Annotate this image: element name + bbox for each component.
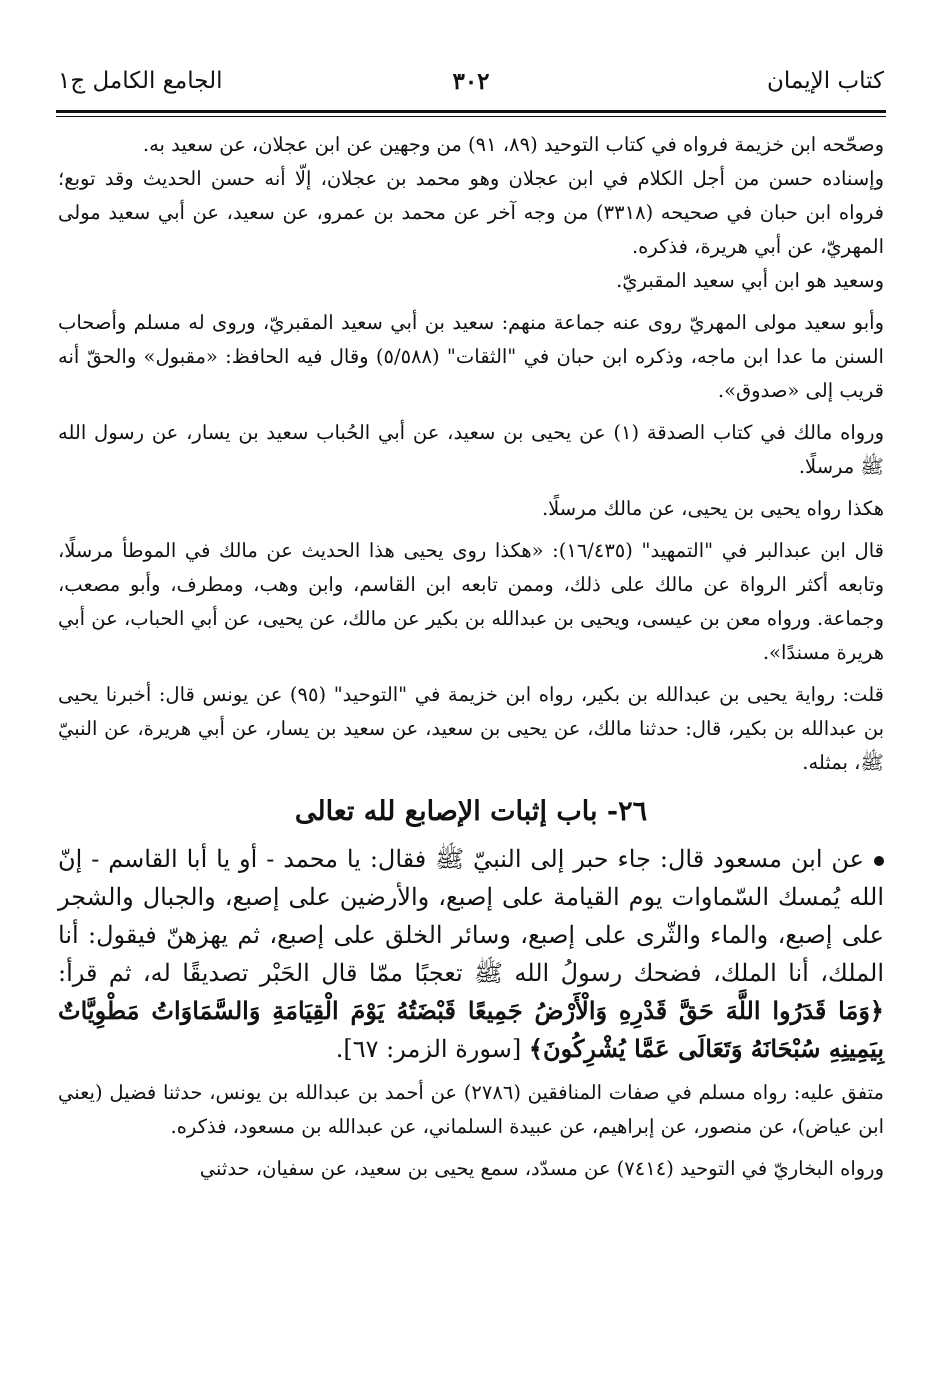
page-number: ٣٠٢ xyxy=(452,68,490,95)
hadith-text xyxy=(58,840,884,1068)
page-body xyxy=(58,128,884,1186)
commentary-paragraph: قلت: رواية يحيى بن عبدالله بن بكير، رواه ابن خزيمة في "التوحيد" (٩٥) عن يونس قال: أخبرنا يحيى بن عبدالله بن بكير، قال: حدثنا مالك، عن يحيى بن سعيد، عن سعيد بن يسار، عن أبي هريرة، عن النبيّ ﷺ، بمثله. xyxy=(58,683,884,774)
commentary-paragraph: قال ابن عبدالبر في "التمهيد" (١٦/٤٣٥): «هكذا روى يحيى هذا الحديث عن مالك في الموطأ مرسلًا، وتابعه أكثر الرواة عن مالك على ذلك، وممن تابعه ابن القاسم، وابن وهب، ومطرف، وأبو مصعب، وجماعة. ورواه معن بن عيسى، ويحيى بن عبدالله بن بكير عن مالك، عن يحيى، عن أبي الحباب، عن أبي هريرة مسندًا». xyxy=(58,539,884,664)
running-head-book-title: كتاب الإيمان xyxy=(767,68,884,94)
bullet-icon xyxy=(874,856,884,866)
hadith-narration: عن ابن مسعود قال: جاء حبر إلى النبيّ ﷺ فقال: يا محمد - أو يا أبا القاسم - إنّ الله يُمسك السّماوات يوم القيامة على إصبع، والأرضين على إصبع، والجبال والشجر على إصبع، والماء والثّرى على إصبع، وسائر الخلق على إصبع، ثم يهزهنّ فيقول: أنا الملك، أنا الملك، فضحك رسولُ الله ﷺ تعجبًا ممّا قال الحَبْر تصديقًا له، ثم قرأ: xyxy=(58,845,884,987)
quran-reference: [سورة الزمر: ٦٧]. xyxy=(335,1035,522,1063)
commentary-paragraph: ورواه مالك في كتاب الصدقة (١) عن يحيى بن سعيد، عن أبي الحُباب سعيد بن يسار، عن رسول الله ﷺ مرسلًا. xyxy=(58,421,884,478)
commentary-paragraph: وصحّحه ابن خزيمة فرواه في كتاب التوحيد (٨٩، ٩١) من وجهين عن ابن عجلان، عن سعيد به. xyxy=(142,133,884,156)
takhrij-paragraph: متفق عليه: رواه مسلم في صفات المنافقين (٢٧٨٦) عن أحمد بن عبدالله بن يونس، حدثنا فضيل (يعني ابن عياض)، عن منصور، عن إبراهيم، عن عبيدة السلماني، عن عبدالله بن مسعود، فذكره. xyxy=(58,1081,884,1138)
commentary-paragraph: وأبو سعيد مولى المهريّ روى عنه جماعة منهم: سعيد بن أبي سعيد المقبريّ، وروى له مسلم وأصحاب السنن ما عدا ابن ماجه، وذكره ابن حبان في "الثقات" (٥/٥٨٨) وقال فيه الحافظ: «مقبول» والحقّ أنه قريب إلى «صدوق». xyxy=(58,311,884,402)
commentary-paragraph: وإسناده حسن من أجل الكلام في ابن عجلان وهو محمد بن عجلان، إلّا أنه حسن الحديث وقد توبع؛ فرواه ابن حبان في صحيحه (٣٣١٨) من وجه آخر عن محمد بن عمرو، عن سعيد، عن أبي سعيد مولى المهريّ، عن أبي هريرة، فذكره. xyxy=(58,167,884,258)
page-header xyxy=(58,68,884,108)
header-rule-thick xyxy=(56,110,886,113)
header-rule-thin xyxy=(56,116,886,117)
takhrij-paragraph: ورواه البخاريّ في التوحيد (٧٤١٤) عن مسدّد، سمع يحيى بن سعيد، عن سفيان، حدثني xyxy=(199,1157,884,1180)
commentary-paragraph: هكذا رواه يحيى بن يحيى، عن مالك مرسلًا. xyxy=(541,497,884,520)
commentary-paragraph: وسعيد هو ابن أبي سعيد المقبريّ. xyxy=(616,269,884,292)
chapter-heading: ٢٦- باب إثبات الإصابع لله تعالى xyxy=(294,796,648,827)
running-head-volume-title: الجامع الكامل ج١ xyxy=(58,68,223,94)
quran-verse: ﴿وَمَا قَدَرُوا اللَّهَ حَقَّ قَدْرِهِ وَالْأَرْضُ جَمِيعًا قَبْضَتُهُ يَوْمَ الْقِيَامَةِ وَالسَّمَاوَاتُ مَطْوِيَّاتٌ بِيَمِينِهِ سُبْحَانَهُ وَتَعَالَى عَمَّا يُشْرِكُونَ﴾ xyxy=(58,996,884,1063)
